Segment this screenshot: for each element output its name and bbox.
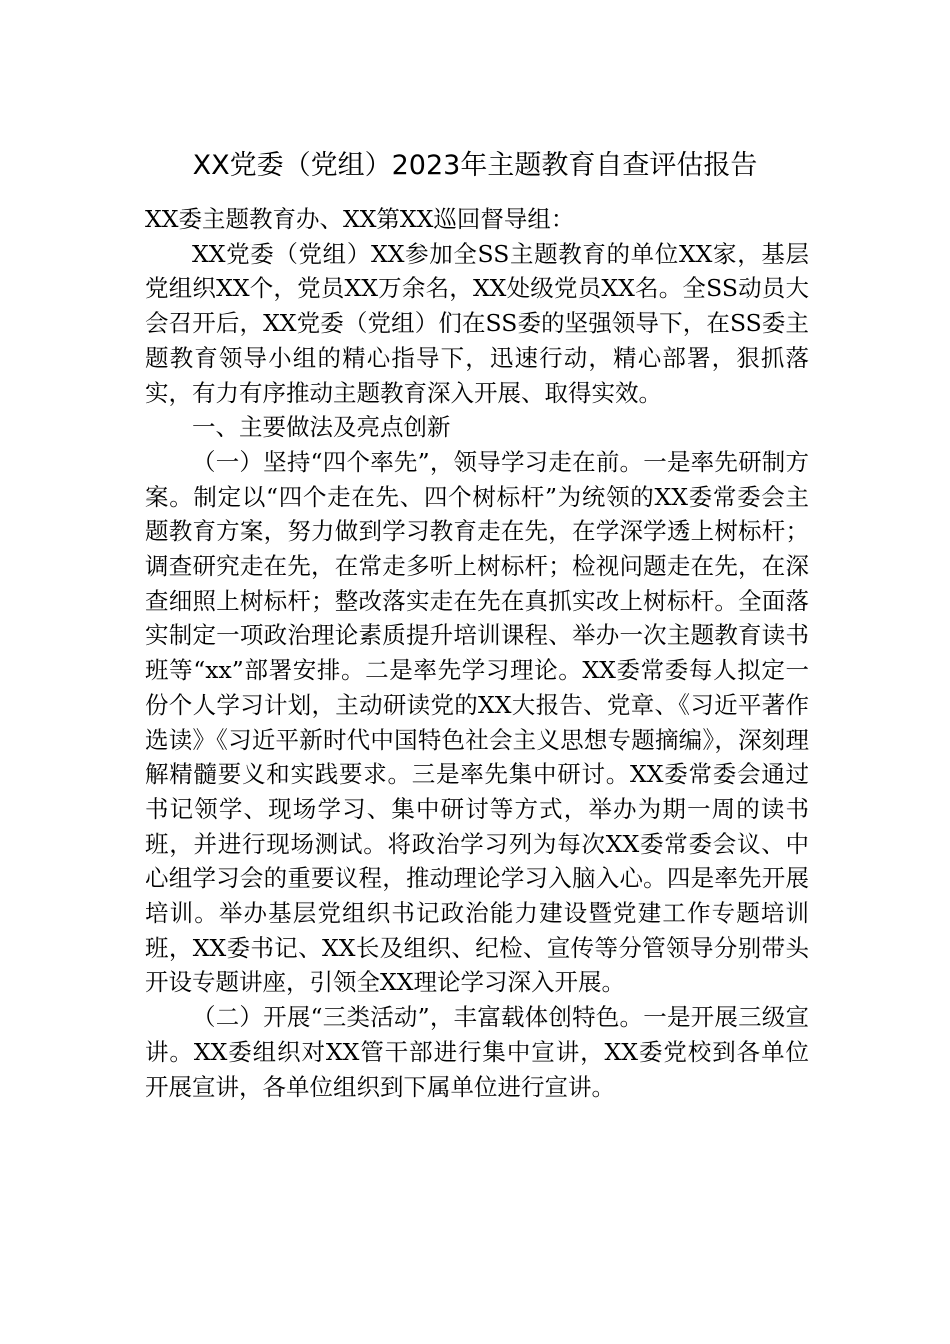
document-body [145, 202, 809, 1104]
paragraph-intro: XX党委（党组）XX参加全SS主题教育的单位XX家，基层党组织XX个，党员XX万余名，XX处级党员XX名。全SS动员大会召开后，XX党委（党组）们在SS委的坚强领导下，在SS委主题教育领导小组的精心指导下，迅速行动，精心部署，狠抓落实，有力有序推动主题教育深入开展、取得实效。 [145, 239, 809, 407]
paragraph-section-2: （二）开展“三类活动”，丰富载体创特色。一是开展三级宣讲。XX委组织对XX管干部进行集中宣讲，XX委党校到各单位开展宣讲，各单位组织到下属单位进行宣讲。 [145, 1003, 809, 1101]
section-heading: 一、主要做法及亮点创新 [192, 413, 451, 442]
paragraph-section-1: （一）坚持“四个率先”，领导学习走在前。一是率先研制方案。制定以“四个走在先、四个树标杆”为统领的XX委常委会主题教育方案，努力做到学习教育走在先，在学深学透上树标杆；调查研究走在先，在常走多听上树标杆；检视问题走在先，在深查细照上树标杆；整改落实走在先在真抓实改上树标杆。全面落实制定一项政治理论素质提升培训课程、举办一次主题教育读书班等“xx”部署安排。二是率先学习理论。XX委常委每人拟定一份个人学习计划，主动研读党的XX大报告、党章、《习近平著作选读》《习近平新时代中国特色社会主义思想专题摘编》，深刻理解精髓要义和实践要求。三是率先集中研讨。XX委常委会通过书记领学、现场学习、集中研讨等方式，举办为期一周的读书班，并进行现场测试。将政治学习列为每次XX委常委会议、中心组学习会的重要议程，推动理论学习入脑入心。四是率先开展培训。举办基层党组织书记政治能力建设暨党建工作专题培训班，XX委书记、XX长及组织、纪检、宣传等分管领导分别带头开设专题讲座，引领全XX理论学习深入开展。 [145, 447, 809, 997]
document-title: XX党委（党组）2023年主题教育自查评估报告 [192, 150, 758, 181]
salutation: XX委主题教育办、XX第XX巡回督导组： [145, 205, 575, 233]
